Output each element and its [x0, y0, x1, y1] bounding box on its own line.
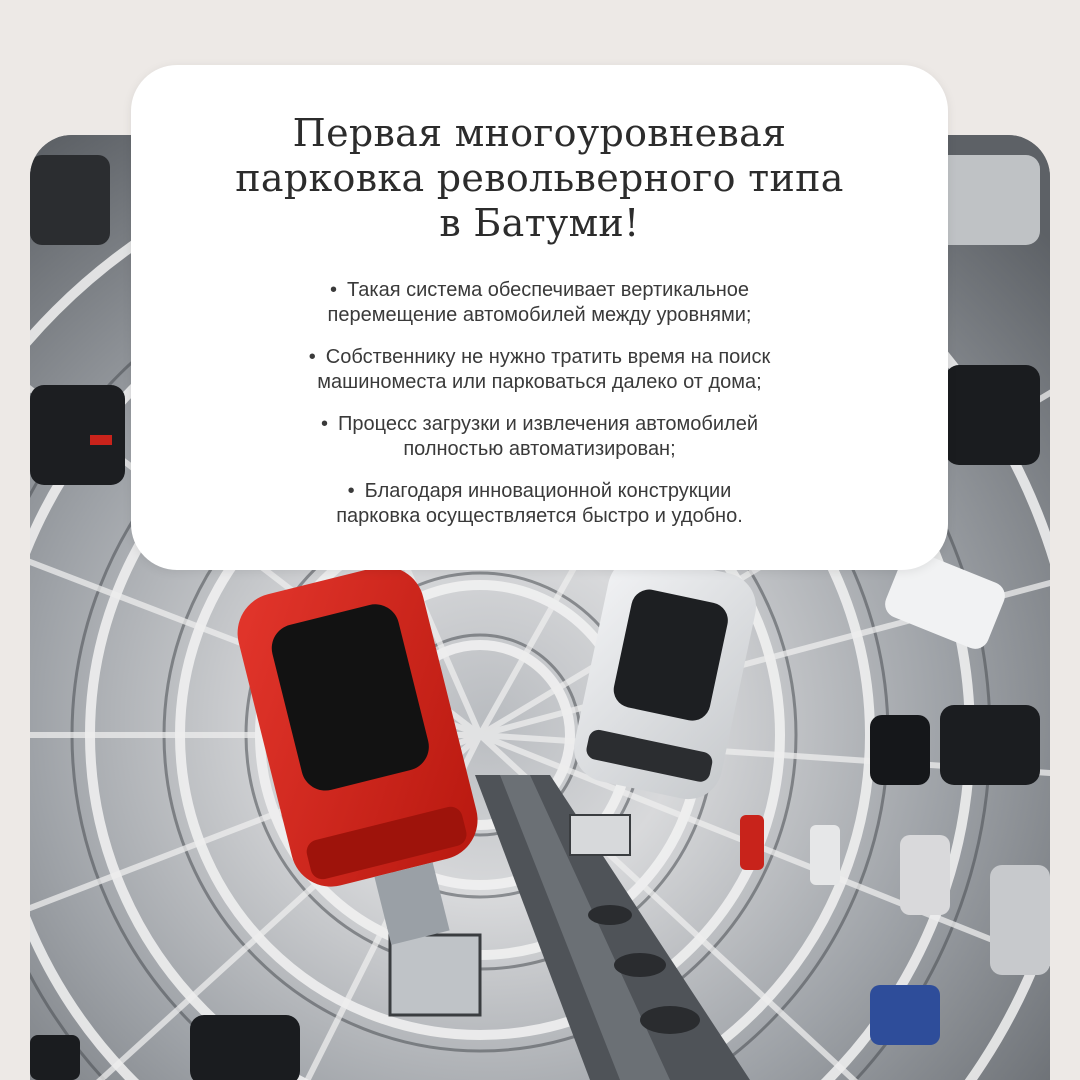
bullet-icon: •: [308, 346, 316, 368]
bullet-icon: •: [320, 413, 328, 435]
title-line: в Батуми!: [439, 201, 640, 245]
feature-line: [181, 412, 898, 437]
feature-line: парковка осуществляется быстро и удобно.: [336, 505, 743, 527]
feature-line: полностью автоматизирован;: [403, 438, 676, 460]
title-line: парковка револьверного типа: [235, 156, 844, 200]
feature-line: [181, 345, 898, 370]
bullet-icon: •: [347, 480, 355, 502]
info-card: [131, 65, 948, 570]
feature-line: [181, 479, 898, 504]
feature-list: [181, 278, 898, 529]
feature-text: Собственнику не нужно тратить время на поиск: [325, 346, 771, 368]
feature-item: [181, 345, 898, 395]
feature-line: перемещение автомобилей между уровнями;: [327, 304, 752, 326]
feature-item: [181, 278, 898, 328]
feature-text: Благодаря инновационной конструкции: [364, 480, 732, 502]
feature-line: машиноместа или парковаться далеко от дома;: [317, 371, 762, 393]
feature-item: [181, 412, 898, 462]
bullet-icon: •: [329, 279, 337, 301]
title-line: Первая многоуровневая: [292, 111, 787, 155]
feature-text: Такая система обеспечивает вертикальное: [346, 279, 750, 301]
page-title: [181, 111, 898, 246]
feature-line: [181, 278, 898, 303]
feature-text: Процесс загрузки и извлечения автомобилей: [338, 413, 759, 435]
feature-item: [181, 479, 898, 529]
